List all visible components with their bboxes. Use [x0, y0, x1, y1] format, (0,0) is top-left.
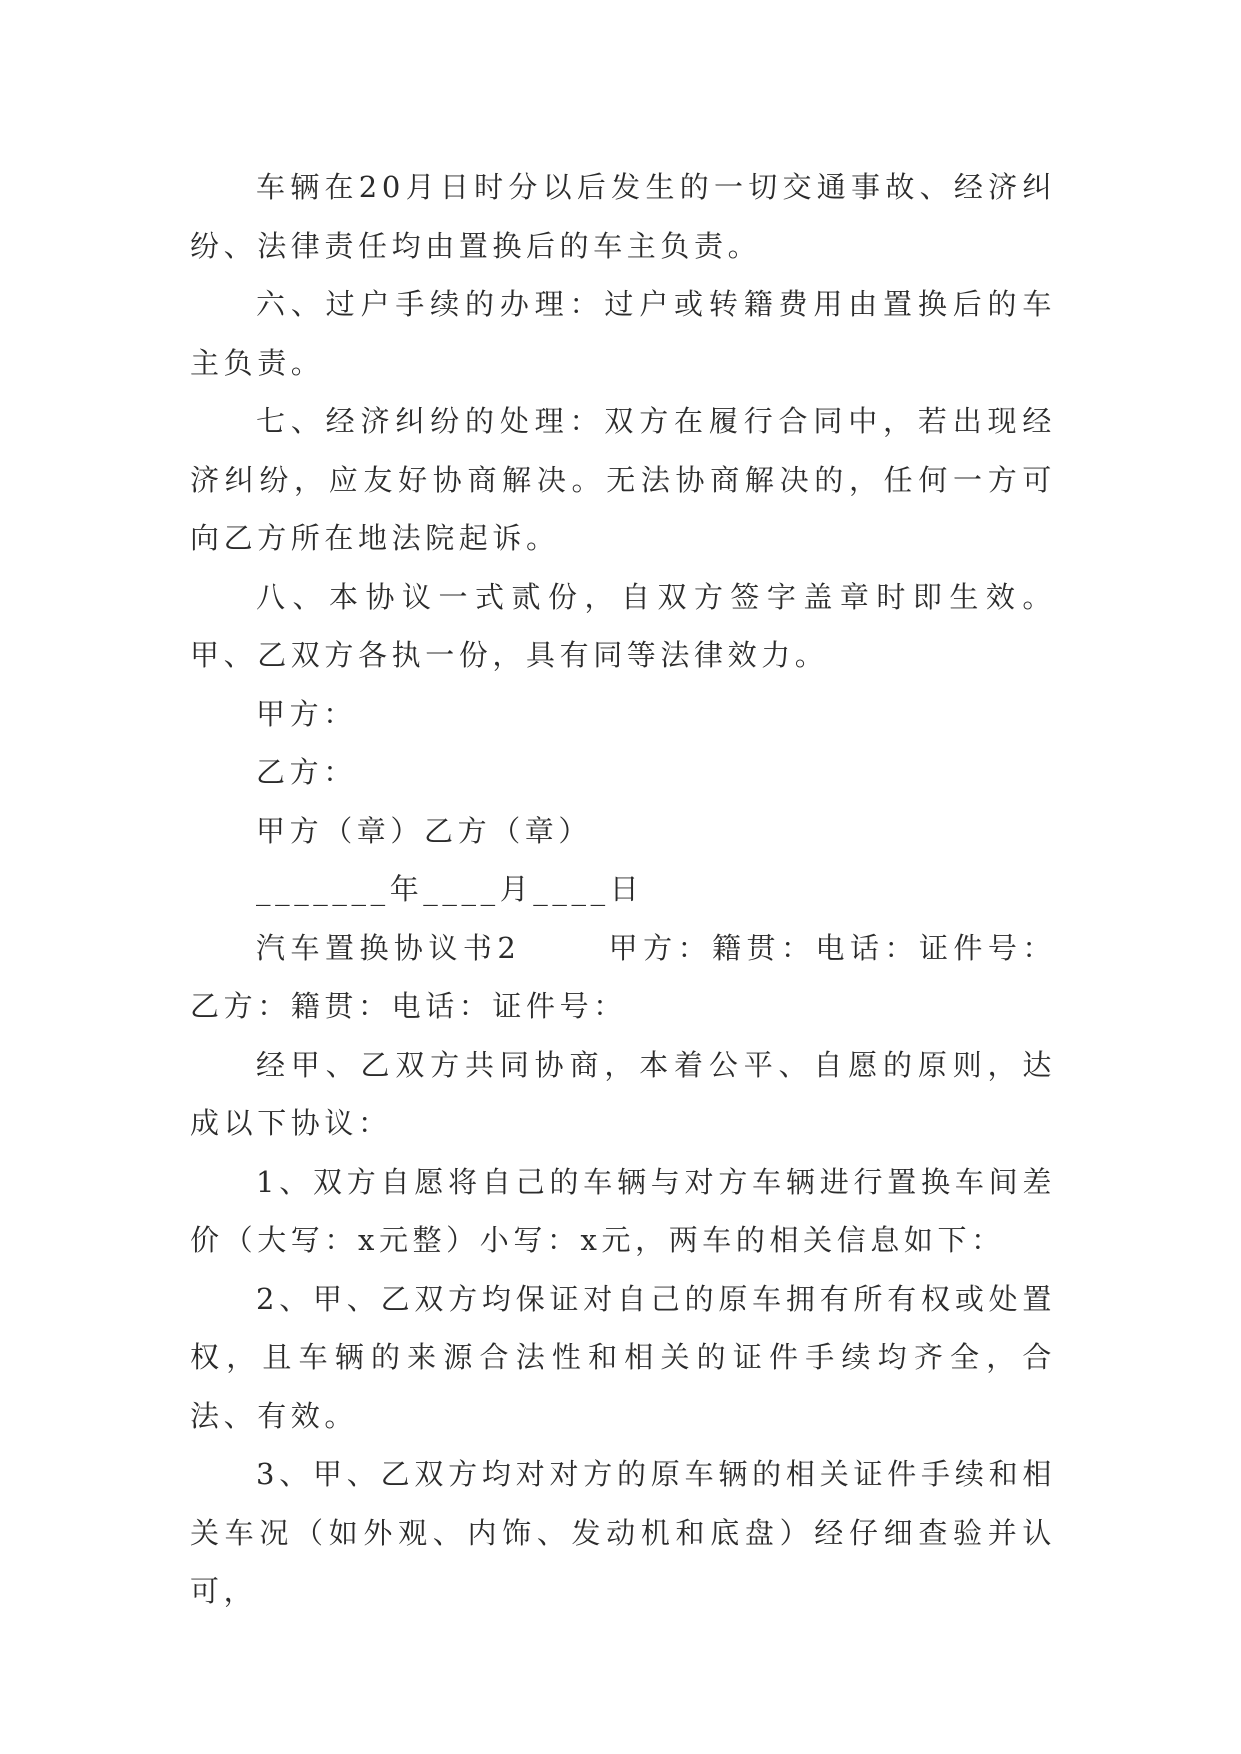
paragraph-copies-effect: 八、本协议一式贰份，自双方签字盖章时即生效。甲、乙双方各执一份，具有同等法律效力。 — [190, 579, 1056, 672]
signature-party-a: 甲方： — [256, 696, 357, 731]
paragraph-clause-1: 1、双方自愿将自己的车辆与对方车辆进行置换车间差价（大写：x元整）小写：x元，两车的相关信息如下： — [190, 1164, 1056, 1257]
paragraph-clause-3: 3、甲、乙双方均对对方的原车辆的相关证件手续和相关车况（如外观、内饰、发动机和底盘）经仔细查验并认可， — [190, 1457, 1056, 1608]
signature-seals: 甲方（章）乙方（章） — [256, 813, 593, 848]
paragraph-preamble: 经甲、乙双方共同协商，本着公平、自愿的原则，达成以下协议： — [190, 1047, 1056, 1140]
paragraph-clause-2: 2、甲、乙双方均保证对自己的原车拥有所有权或处置权，且车辆的来源合法性和相关的证件手续均齐全，合法、有效。 — [190, 1281, 1056, 1433]
paragraph-transfer-procedures: 六、过户手续的办理：过户或转籍费用由置换后的车主负责。 — [190, 287, 1056, 380]
paragraph-dispute-handling: 七、经济纠纷的处理：双方在履行合同中，若出现经济纠纷，应友好协商解决。无法协商解决的，任何一方可向乙方所在地法院起诉。 — [190, 404, 1056, 555]
paragraph-liability: 车辆在20月日时分以后发生的一切交通事故、经济纠纷、法律责任均由置换后的车主负责。 — [190, 170, 1056, 263]
paragraph-agreement-2-header: 汽车置换协议书2 甲方：籍贯：电话：证件号：乙方：籍贯：电话：证件号： — [190, 930, 1056, 1023]
signature-party-b: 乙方： — [256, 755, 357, 789]
document-body — [190, 158, 1056, 1621]
signature-date: _______年____月____日 — [256, 872, 644, 906]
